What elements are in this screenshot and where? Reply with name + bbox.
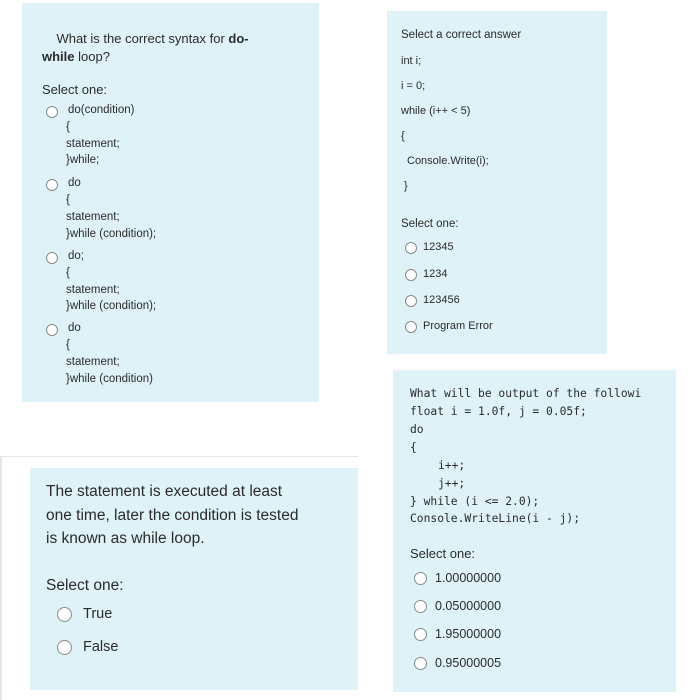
radio-option-2[interactable] (46, 179, 58, 191)
question-title: Select a correct answer (401, 29, 522, 41)
code-line-1: What will be output of the followi (410, 387, 642, 400)
radio-option-4[interactable] (414, 657, 427, 670)
option-true-label[interactable]: True (83, 606, 113, 622)
option-2-line-2: { (66, 194, 70, 206)
option-1-label[interactable]: 1.00000000 (435, 571, 502, 585)
divider-line (0, 456, 358, 457)
title-line1-plain: What is the correct syntax for (56, 31, 229, 46)
option-4-line-1[interactable]: do (68, 322, 81, 334)
option-3-label[interactable]: 1.95000000 (435, 627, 502, 641)
statement-line-3: is known as while loop. (46, 530, 205, 547)
code-line-6: j++; (438, 477, 466, 490)
option-1-line-3: statement; (66, 138, 120, 150)
option-1-line-2: { (66, 121, 70, 133)
code-line-4: { (410, 441, 417, 454)
select-one-label: Select one: (46, 577, 124, 594)
option-3-line-3: statement; (66, 284, 120, 296)
question-title (42, 12, 249, 84)
statement-line-1: The statement is executed at least (46, 483, 283, 500)
code-line-5: Console.Write(i); (407, 155, 489, 167)
radio-option-false[interactable] (57, 640, 72, 655)
option-3-line-2: { (66, 267, 70, 279)
code-line-2: float i = 1.0f, j = 0.05f; (410, 405, 587, 418)
radio-option-1[interactable] (405, 242, 417, 254)
statement-line-2: one time, later the condition is tested (46, 507, 299, 524)
option-false-label[interactable]: False (83, 639, 119, 655)
radio-option-1[interactable] (46, 106, 58, 118)
radio-option-3[interactable] (46, 252, 58, 264)
option-1-line-4: }while; (66, 154, 100, 166)
question-card-do-while-syntax (22, 3, 319, 402)
option-1-label[interactable]: 12345 (423, 241, 454, 253)
option-1-line-1[interactable]: do(condition) (68, 104, 135, 116)
code-line-5: i++; (438, 459, 466, 472)
option-2-line-3: statement; (66, 211, 120, 223)
code-line-3: do (410, 423, 424, 436)
title-line2-bold: while (42, 49, 75, 64)
select-one-label: Select one: (401, 218, 459, 230)
select-one-label: Select one: (410, 546, 476, 561)
radio-option-4[interactable] (405, 321, 417, 333)
code-line-3: while (i++ < 5) (401, 105, 471, 117)
code-line-1: int i; (401, 55, 422, 67)
option-4-label[interactable]: 0.95000005 (435, 656, 502, 670)
option-2-line-1[interactable]: do (68, 177, 81, 189)
code-line-2: i = 0; (401, 80, 426, 92)
radio-option-1[interactable] (414, 572, 427, 585)
select-one-label: Select one: (42, 82, 108, 97)
radio-option-4[interactable] (46, 324, 58, 336)
code-line-4: { (401, 130, 405, 142)
code-line-7: } while (i <= 2.0); (410, 495, 540, 508)
question-card-true-false (30, 468, 358, 690)
divider-line (0, 456, 2, 700)
radio-option-2[interactable] (414, 600, 427, 613)
question-card-while-loop-output (387, 11, 607, 354)
option-2-label[interactable]: 1234 (423, 268, 448, 280)
code-line-6: } (404, 180, 408, 192)
option-4-label[interactable]: Program Error (423, 320, 493, 332)
option-2-line-4: }while (condition); (66, 228, 157, 240)
question-card-do-while-float-output (393, 370, 676, 692)
option-3-label[interactable]: 123456 (423, 294, 460, 306)
option-4-line-3: statement; (66, 356, 120, 368)
radio-option-3[interactable] (414, 628, 427, 641)
option-4-line-2: { (66, 339, 70, 351)
option-3-line-4: }while (condition); (66, 300, 157, 312)
title-line2-plain: loop? (74, 49, 110, 64)
radio-option-3[interactable] (405, 295, 417, 307)
option-4-line-4: }while (condition) (66, 373, 153, 385)
code-line-8: Console.WriteLine(i - j); (410, 512, 581, 525)
option-3-line-1[interactable]: do; (68, 250, 84, 262)
radio-option-2[interactable] (405, 269, 417, 281)
radio-option-true[interactable] (57, 607, 72, 622)
option-2-label[interactable]: 0.05000000 (435, 599, 502, 613)
title-line1-bold: do- (228, 31, 249, 46)
